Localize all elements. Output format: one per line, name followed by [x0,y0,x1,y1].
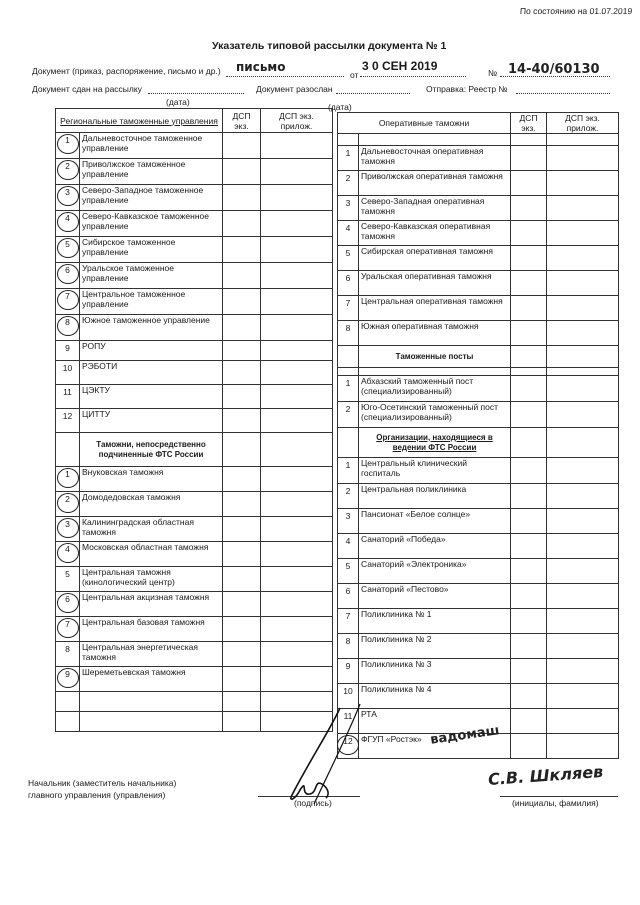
dsp-attach-cell [547,196,619,221]
table-row [56,492,333,517]
dsp-cell [223,237,261,263]
row-name: Центральная таможня (кинологический центр) [80,567,223,592]
section-title-posts: Таможенные посты [359,346,511,368]
row-number: 6 [338,271,359,296]
dsp-attach-cell [547,458,619,484]
table-row [56,642,333,667]
row-number: 2 [338,484,359,509]
row-number: 4 [56,211,80,237]
dsp-attach-cell [261,642,333,667]
dsp-cell [511,484,547,509]
table-row [338,246,619,271]
table-row [338,634,619,659]
row-name: Калининградская областная таможня [80,517,223,542]
row-name: РОПУ [80,341,223,361]
row-number: 1 [338,376,359,402]
row-number: 5 [338,559,359,584]
table-row [56,409,333,433]
dsp-cell [223,567,261,592]
signature-caption: (подпись) [294,798,332,808]
dsp-cell [511,271,547,296]
signature-scribble [270,700,390,810]
row-number: 9 [338,659,359,684]
row-number: 10 [56,361,80,385]
circle-mark [57,238,79,258]
row-number: 12 [338,734,359,759]
table-row [56,617,333,642]
row-name: Внуковская таможня [80,467,223,492]
row-number: 5 [338,246,359,271]
row-number: 9 [56,341,80,361]
table-row [56,385,333,409]
number-label: № [488,68,498,78]
row-number: 9 [56,667,80,692]
status-note: По состоянию на 01.07.2019 [519,6,633,16]
dsp-cell [511,684,547,709]
table-row [338,458,619,484]
table-row [338,609,619,634]
table-row [338,221,619,246]
dsp-attach-cell [547,634,619,659]
table-row [56,185,333,211]
col-header-dsp-attach: ДСП экз. прилож. [261,109,333,133]
sent-line [336,93,410,94]
table-row [56,567,333,592]
signed-name: С.В. Шкляев [487,762,604,789]
row-name: Поликлиника № 4 [359,684,511,709]
dsp-attach-cell [261,542,333,567]
dsp-cell [223,185,261,211]
dsp-cell [223,409,261,433]
dsp-cell [511,246,547,271]
table-row [56,542,333,567]
dsp-cell [511,584,547,609]
row-number: 11 [56,385,80,409]
row-number: 7 [56,289,80,315]
row-number: 7 [338,296,359,321]
row-number: 6 [56,263,80,289]
table-row [338,376,619,402]
circle-mark [57,468,79,488]
dsp-cell [511,402,547,428]
row-name: Абхазский таможенный пост (специализированный) [359,376,511,402]
row-number: 8 [338,321,359,346]
dsp-cell [511,171,547,196]
table-row [56,159,333,185]
dsp-cell [511,659,547,684]
dsp-attach-cell [261,617,333,642]
table-row [56,341,333,361]
operational-table [337,112,619,759]
dsp-cell [223,592,261,617]
dsp-attach-cell [547,146,619,171]
doc-type-line [226,76,344,77]
dsp-attach-cell [261,211,333,237]
col-header-dsp-attach-right: ДСП экз. прилож. [547,113,619,134]
dsp-attach-cell [547,402,619,428]
row-number: 3 [56,517,80,542]
from-label: от [350,70,359,80]
dsp-attach-cell [547,171,619,196]
dsp-attach-cell [261,289,333,315]
circle-mark [57,290,79,310]
row-number: 8 [338,634,359,659]
row-number: 2 [56,492,80,517]
dsp-cell [511,609,547,634]
circle-mark [57,543,79,563]
row-name: Поликлиника № 1 [359,609,511,634]
sent-label: Документ разослан [256,84,333,94]
initials-line [500,796,618,797]
dsp-attach-cell [547,221,619,246]
dsp-attach-cell [547,376,619,402]
row-name: ФГУП «Ростэк» [359,734,511,759]
doc-type-handwritten: письмо [236,60,286,74]
dsp-cell [223,385,261,409]
section-title-customs: Таможни, непосредственно подчиненные ФТС России [80,433,223,467]
row-name: Дальневосточное таможенное управление [80,133,223,159]
handwritten-note: вадомаш [429,723,501,748]
table-row [338,321,619,346]
document-title: Указатель типовой рассылки документа № 1 [212,40,447,52]
dsp-attach-cell [547,734,619,759]
row-name: Центральный клинический госпиталь [359,458,511,484]
row-name: Центральная поликлиника [359,484,511,509]
row-name: Санаторий «Электроника» [359,559,511,584]
dsp-cell [223,517,261,542]
dsp-attach-cell [261,467,333,492]
dsp-attach-cell [547,559,619,584]
row-number: 1 [338,458,359,484]
dsp-cell [511,221,547,246]
row-name: Уральская оперативная таможня [359,271,511,296]
row-name: РТА [359,709,511,734]
dsp-cell [511,634,547,659]
dsp-attach-cell [261,517,333,542]
circle-mark [57,186,79,206]
date-caption-right: (дата) [328,102,352,112]
dsp-cell [223,467,261,492]
table-row [338,559,619,584]
number-handwritten: 14-40/60130 [508,62,600,77]
table-row [56,517,333,542]
row-number: 2 [338,171,359,196]
dsp-attach-cell [547,534,619,559]
row-name: Южное таможенное управление [80,315,223,341]
row-number: 1 [56,467,80,492]
circle-mark [57,316,79,336]
dsp-cell [511,376,547,402]
dsp-attach-cell [261,567,333,592]
row-number: 5 [56,237,80,263]
dsp-cell [511,146,547,171]
head-label-2: главного управления (управления) [28,790,166,800]
dsp-cell [223,341,261,361]
dsp-attach-cell [261,592,333,617]
row-name: Центральная акцизная таможня [80,592,223,617]
table-row [56,263,333,289]
dsp-cell [511,534,547,559]
dsp-attach-cell [547,609,619,634]
circle-mark [57,264,79,284]
table-row [338,584,619,609]
dsp-attach-cell [261,185,333,211]
row-number: 11 [338,709,359,734]
table-row [338,196,619,221]
section-title-orgs: Организации, находящиеся в ведении ФТС России [359,428,511,458]
table-row [56,133,333,159]
row-number: 10 [338,684,359,709]
table-row [56,237,333,263]
row-name: Центральная оперативная таможня [359,296,511,321]
table-row [338,296,619,321]
row-number: 2 [338,402,359,428]
row-name: Шереметьевская таможня [80,667,223,692]
row-number: 3 [56,185,80,211]
dsp-cell [223,133,261,159]
circle-mark [57,134,79,154]
table-row [338,171,619,196]
dsp-attach-cell [547,509,619,534]
circle-mark [57,518,79,538]
dispatch-label: Отправка: Реестр № [426,84,508,94]
row-name: Уральское таможенное управление [80,263,223,289]
col-header-dsp-right: ДСП экз. [511,113,547,134]
col-header-dsp: ДСП экз. [223,109,261,133]
row-name: Центральное таможенное управление [80,289,223,315]
dsp-attach-cell [547,684,619,709]
dsp-cell [511,196,547,221]
row-name: Дальневосточная оперативная таможня [359,146,511,171]
dsp-attach-cell [547,584,619,609]
date-stamp: 3 0 СЕН 2019 [362,59,438,73]
row-number: 8 [56,642,80,667]
row-number: 3 [338,509,359,534]
circle-mark [57,668,79,688]
table-row [338,146,619,171]
dsp-attach-cell [547,271,619,296]
row-number: 6 [56,592,80,617]
dsp-cell [223,289,261,315]
dsp-cell [511,734,547,759]
row-name: Санаторий «Пестово» [359,584,511,609]
dsp-attach-cell [261,133,333,159]
table-row [56,592,333,617]
row-number: 1 [56,133,80,159]
row-name: ЦИТТУ [80,409,223,433]
dsp-cell [511,296,547,321]
dsp-attach-cell [261,159,333,185]
table-row [338,534,619,559]
row-number: 12 [56,409,80,433]
table-row [56,211,333,237]
dsp-attach-cell [261,492,333,517]
dsp-attach-cell [261,361,333,385]
circle-mark [57,212,79,232]
row-name: Московская областная таможня [80,542,223,567]
dsp-attach-cell [261,263,333,289]
row-number: 8 [56,315,80,341]
dsp-cell [223,542,261,567]
dsp-attach-cell [547,659,619,684]
dispatch-line [516,93,610,94]
dsp-attach-cell [261,385,333,409]
row-number: 1 [338,146,359,171]
dsp-cell [511,458,547,484]
row-name: Южная оперативная таможня [359,321,511,346]
dsp-cell [223,263,261,289]
row-name: Домодедовская таможня [80,492,223,517]
row-number: 6 [338,584,359,609]
dsp-attach-cell [547,484,619,509]
table-row [338,509,619,534]
table-row [56,315,333,341]
row-name: ЦЭКТУ [80,385,223,409]
date-caption-left: (дата) [166,97,190,107]
dsp-attach-cell [547,709,619,734]
row-name: Северо-Западное таможенное управление [80,185,223,211]
table-row [56,361,333,385]
row-name: Сибирское таможенное управление [80,237,223,263]
row-number: 7 [338,609,359,634]
table-row [338,271,619,296]
row-name: Северо-Кавказская оперативная таможня [359,221,511,246]
table-row [56,289,333,315]
circle-mark [57,593,79,613]
dsp-attach-cell [261,315,333,341]
table-row [56,667,333,692]
row-name: Центральная базовая таможня [80,617,223,642]
dsp-cell [223,617,261,642]
dsp-attach-cell [261,409,333,433]
row-name: Юго-Осетинский таможенный пост (специализированный) [359,402,511,428]
row-name: Северо-Кавказское таможенное управление [80,211,223,237]
dsp-cell [511,509,547,534]
dsp-cell [223,667,261,692]
row-name: Пансионат «Белое солнце» [359,509,511,534]
dsp-attach-cell [547,321,619,346]
row-number: 4 [338,221,359,246]
row-name: Центральная энергетическая таможня [80,642,223,667]
table-row [56,467,333,492]
table-row [338,402,619,428]
regional-table [55,108,333,732]
row-name: Северо-Западная оперативная таможня [359,196,511,221]
dsp-attach-cell [261,341,333,361]
date-line [360,76,466,77]
submitted-label: Документ сдан на рассылку [32,84,142,94]
dsp-cell [223,642,261,667]
dsp-cell [223,211,261,237]
submitted-line [148,93,244,94]
initials-caption: (инициалы, фамилия) [512,798,599,808]
table-row [338,484,619,509]
table-row [338,659,619,684]
dsp-attach-cell [261,667,333,692]
row-name: Санаторий «Победа» [359,534,511,559]
doc-type-label: Документ (приказ, распоряжение, письмо и др.) [32,66,221,76]
circle-mark [57,618,79,638]
row-name: Сибирская оперативная таможня [359,246,511,271]
dsp-cell [511,559,547,584]
dsp-attach-cell [261,237,333,263]
head-label-1: Начальник (заместитель начальника) [28,778,177,788]
dsp-cell [223,315,261,341]
dsp-attach-cell [547,246,619,271]
dsp-cell [511,321,547,346]
row-name: Поликлиника № 3 [359,659,511,684]
row-number: 4 [338,534,359,559]
row-number: 2 [56,159,80,185]
dsp-cell [223,159,261,185]
dsp-cell [223,361,261,385]
row-name: Приволжское таможенное управление [80,159,223,185]
row-number: 3 [338,196,359,221]
row-name: Приволжская оперативная таможня [359,171,511,196]
row-number: 7 [56,617,80,642]
dsp-cell [511,709,547,734]
row-number: 4 [56,542,80,567]
dsp-attach-cell [547,296,619,321]
row-name: Поликлиника № 2 [359,634,511,659]
col-header-operational: Оперативные таможни [338,113,511,134]
circle-mark [57,493,79,513]
circle-mark [57,160,79,180]
dsp-cell [223,492,261,517]
col-header-regional: Региональные таможенные управления [56,109,223,133]
row-number: 5 [56,567,80,592]
row-name: РЭБОТИ [80,361,223,385]
